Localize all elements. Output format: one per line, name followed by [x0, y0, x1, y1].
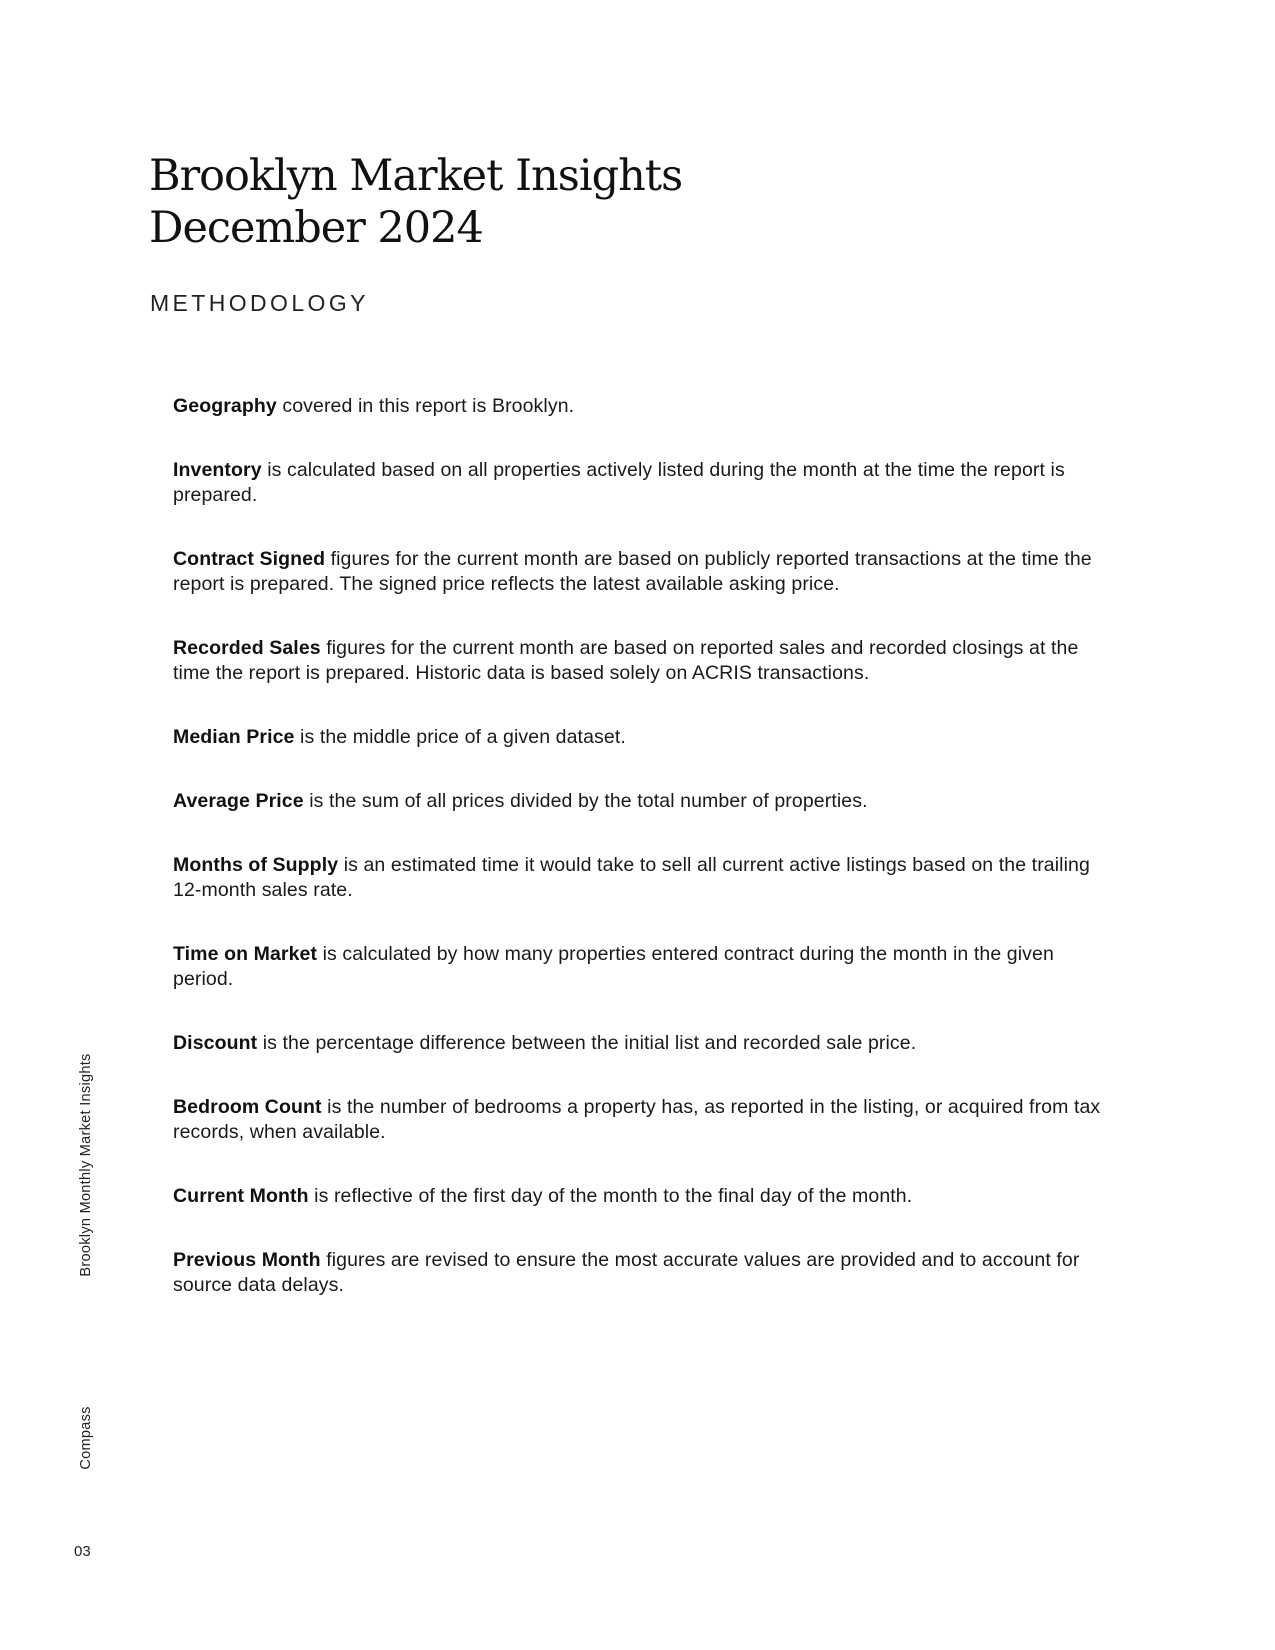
definition-text: is the number of bedrooms a property has, as reported in the listing, or acquired from tax records, when available.	[173, 1096, 1101, 1143]
definition-term: Recorded Sales	[173, 637, 321, 659]
sidebar-brand: Compass	[78, 1406, 94, 1470]
definition-text: figures for the current month are based on publicly reported transactions at the time the report is prepared. The signed price reflects the latest available asking price.	[173, 548, 1092, 595]
definition-text: figures are revised to ensure the most accurate values are provided and to account for source data delays.	[173, 1249, 1080, 1296]
definition-recorded-sales	[173, 636, 1113, 686]
definition-discount	[173, 1031, 1113, 1056]
definition-geography	[173, 394, 1113, 419]
definition-current-month	[173, 1184, 1113, 1209]
definition-term: Discount	[173, 1032, 258, 1054]
definition-text: covered in this report is Brooklyn.	[276, 395, 575, 417]
definition-term: Time on Market	[173, 943, 318, 965]
page-title-line-1: Brooklyn Market Insights	[149, 151, 683, 201]
definition-time-on-market	[173, 942, 1113, 992]
definition-term: Inventory	[173, 459, 262, 481]
definition-term: Bedroom Count	[173, 1096, 322, 1118]
definition-text: is the percentage difference between the initial list and recorded sale price.	[257, 1032, 917, 1054]
definition-average-price	[173, 789, 1113, 814]
definition-median-price	[173, 725, 1113, 750]
definition-term: Current Month	[173, 1185, 309, 1207]
definition-text: is calculated by how many properties entered contract during the month in the given period.	[173, 943, 1054, 990]
definition-term: Median Price	[173, 726, 295, 748]
definition-term: Geography	[173, 395, 277, 417]
definition-inventory	[173, 458, 1113, 508]
definition-text: figures for the current month are based on reported sales and recorded closings at the time the report is prepared. Historic data is based solely on ACRIS transactions.	[173, 637, 1079, 684]
definition-term: Contract Signed	[173, 548, 326, 570]
definition-term: Previous Month	[173, 1249, 321, 1271]
page-number: 03	[74, 1543, 91, 1560]
definition-text: is an estimated time it would take to sell all current active listings based on the trailing 12-month sales rate.	[173, 854, 1090, 901]
section-heading: METHODOLOGY	[150, 290, 369, 316]
definition-text: is reflective of the first day of the month to the final day of the month.	[308, 1185, 913, 1207]
definition-bedroom-count	[173, 1095, 1113, 1145]
definition-text: is the middle price of a given dataset.	[294, 726, 626, 748]
sidebar-report-name: Brooklyn Monthly Market Insights	[78, 1053, 94, 1277]
definition-months-of-supply	[173, 853, 1113, 903]
definition-term: Months of Supply	[173, 854, 339, 876]
definition-contract-signed	[173, 547, 1113, 597]
definition-previous-month	[173, 1248, 1113, 1298]
page-title-line-2: December 2024	[149, 203, 483, 253]
definitions-list	[173, 394, 1113, 1337]
definition-text: is the sum of all prices divided by the total number of properties.	[303, 790, 868, 812]
definition-text: is calculated based on all properties actively listed during the month at the time the report is prepared.	[173, 459, 1065, 506]
definition-term: Average Price	[173, 790, 304, 812]
page-title	[149, 150, 682, 254]
